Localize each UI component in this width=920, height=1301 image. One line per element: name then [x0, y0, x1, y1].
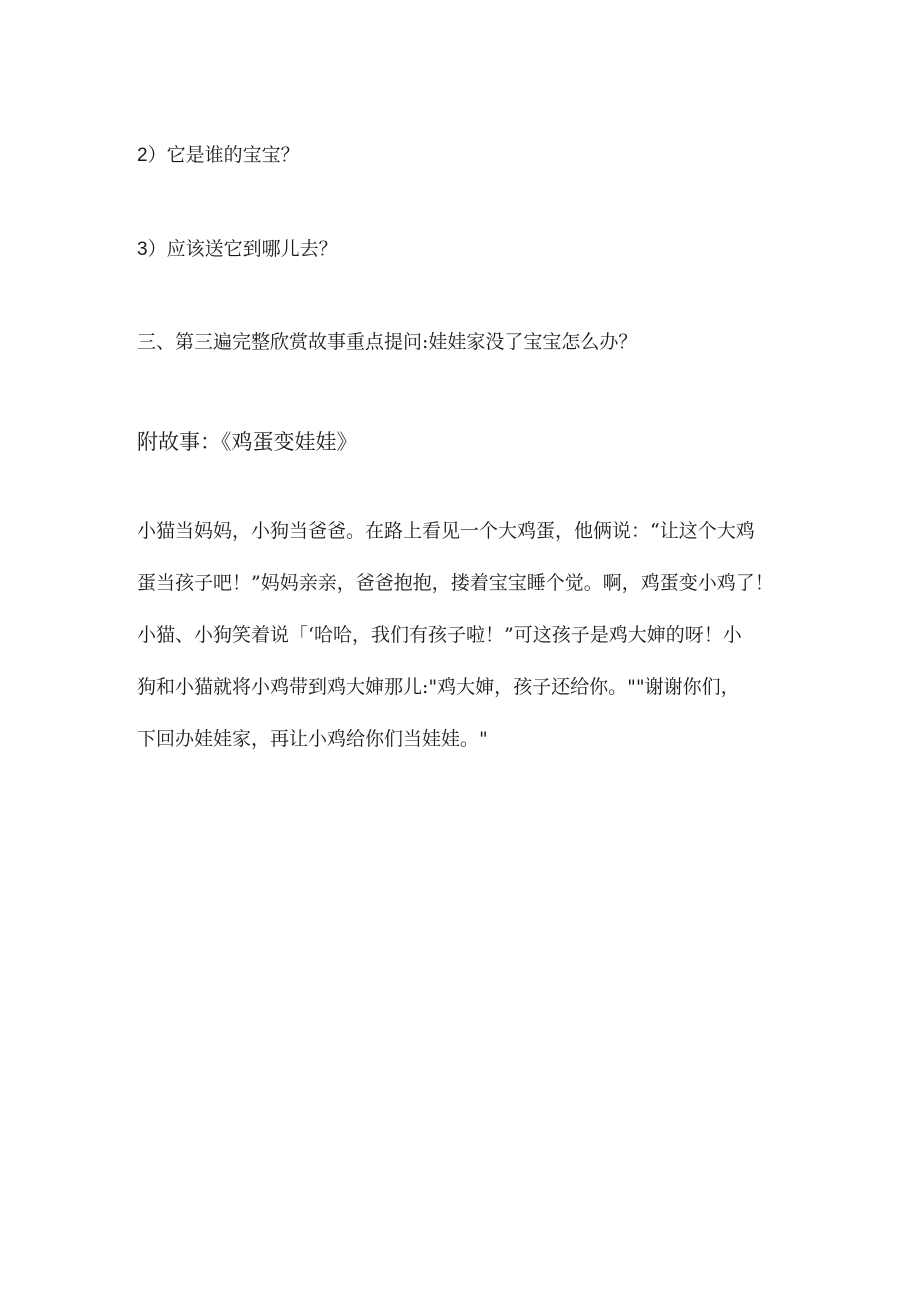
question-3-number: 3 — [137, 239, 148, 260]
story-title: 附故事：《鸡蛋变娃娃》 — [137, 430, 358, 454]
story-line: 狗和小猫就将小鸡带到鸡大婶那儿:"鸡大婶，孩子还给你。""谢谢你们， — [137, 676, 740, 698]
question-3-text: ）应该送它到哪儿去？ — [147, 238, 338, 260]
question-2 — [137, 143, 300, 168]
story-line: 小猫、小狗笑着说「‘哈哈，我们有孩子啦！”可这孩子是鸡大婶的呀！小 — [137, 624, 742, 646]
section-three-heading: 三、第三遍完整欣赏故事重点提问:娃娃家没了宝宝怎么办？ — [137, 331, 638, 353]
story-line: 蛋当孩子吧！”妈妈亲亲，爸爸抱抱，搂着宝宝睡个觉。啊，鸡蛋变小鸡了！ — [137, 572, 774, 594]
story-line: 小猫当妈妈，小狗当爸爸。在路上看见一个大鸡蛋，他俩说：“让这个大鸡 — [137, 520, 755, 542]
question-2-text: ）它是谁的宝宝？ — [147, 144, 300, 166]
story-line: 下回办娃娃家，再让小鸡给你们当娃娃。" — [137, 728, 488, 750]
story-paragraph — [137, 519, 797, 779]
question-3 — [137, 237, 338, 262]
question-2-number: 2 — [137, 145, 148, 166]
